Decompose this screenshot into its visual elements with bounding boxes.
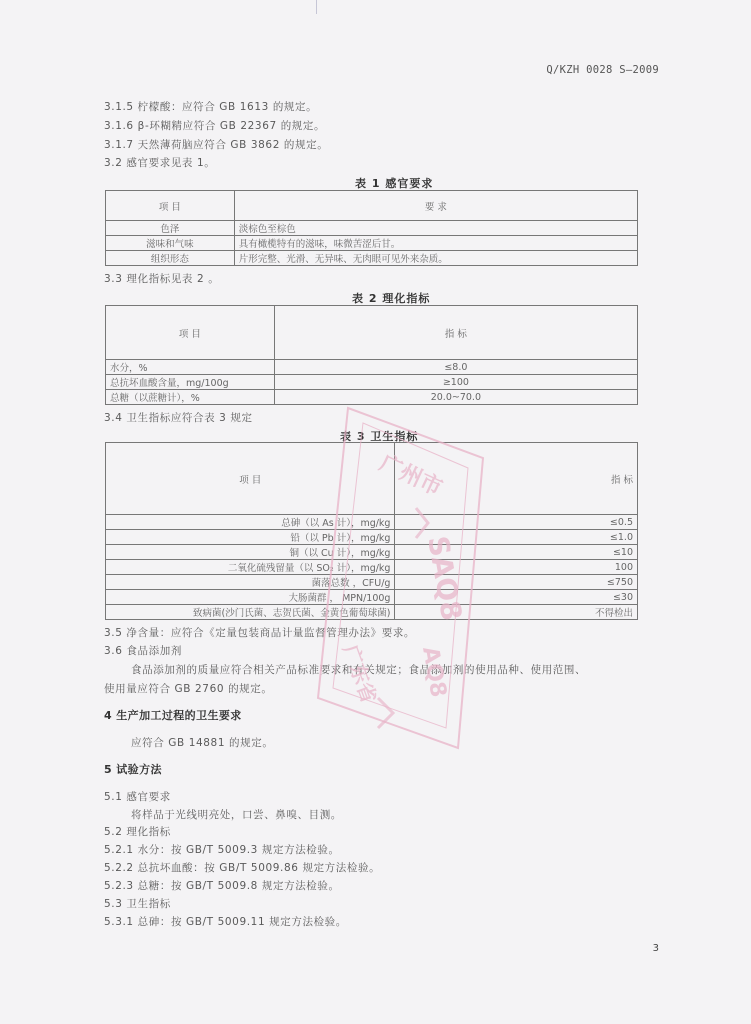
clause-3-5: 3.5 净含量：应符合《定量包装商品计量监督管理办法》要求。 — [104, 627, 416, 639]
section-5-heading: 5 试验方法 — [104, 763, 162, 776]
table-cell: ≤10 — [395, 545, 638, 560]
clause-3-2: 3.2 感官要求见表 1。 — [104, 157, 216, 169]
table-header-row — [106, 443, 638, 515]
table-row — [106, 515, 638, 530]
clause-3-1-5: 3.1.5 柠檬酸：应符合 GB 1613 的规定。 — [104, 101, 318, 113]
table-cell: 总糖（以蔗糖计），% — [106, 390, 275, 405]
table-cell: ≤750 — [395, 575, 638, 590]
table-cell: 二氧化硫残留量（以 SO₂ 计），mg/kg — [106, 560, 395, 575]
table-header-cell: 指 标 — [274, 306, 637, 360]
clause-3-3: 3.3 理化指标见表 2 。 — [104, 273, 220, 285]
table-hygiene — [105, 442, 638, 620]
clause-3-6-text-2: 使用量应符合 GB 2760 的规定。 — [104, 683, 273, 695]
table-row — [106, 390, 638, 405]
table-header-row — [106, 191, 638, 221]
table-cell: ≤0.5 — [395, 515, 638, 530]
table-cell: ≤8.0 — [274, 360, 637, 375]
clause-5-2-1: 5.2.1 水分：按 GB/T 5009.3 规定方法检验。 — [104, 844, 340, 856]
table-row — [106, 251, 638, 266]
clause-5-2: 5.2 理化指标 — [104, 826, 171, 838]
table-cell: 铅（以 Pb 计），mg/kg — [106, 530, 395, 545]
table-row — [106, 221, 638, 236]
table-cell: 铜（以 Cu 计），mg/kg — [106, 545, 395, 560]
clause-5-3: 5.3 卫生指标 — [104, 898, 171, 910]
table-cell: 滋味和气味 — [106, 236, 235, 251]
table-row — [106, 360, 638, 375]
table-cell: 大肠菌群 ， MPN/100g — [106, 590, 395, 605]
clause-3-6: 3.6 食品添加剂 — [104, 645, 182, 657]
table-row — [106, 375, 638, 390]
table-header-cell: 项 目 — [106, 443, 395, 515]
table-cell: 片形完整、光滑、无异味、无肉眼可见外来杂质。 — [234, 251, 637, 266]
clause-5-2-2: 5.2.2 总抗坏血酸：按 GB/T 5009.86 规定方法检验。 — [104, 862, 381, 874]
table-cell: 具有橄榄特有的滋味，味微苦涩后甘。 — [234, 236, 637, 251]
clause-5-1: 5.1 感官要求 — [104, 791, 171, 803]
scan-mark — [316, 0, 317, 14]
table-row — [106, 236, 638, 251]
table-cell: 20.0~70.0 — [274, 390, 637, 405]
svg-text:AQ8: AQ8 — [417, 644, 451, 700]
section-4-text: 应符合 GB 14881 的规定。 — [131, 737, 274, 749]
clause-3-6-text-1: 食品添加剂的质量应符合相关产品标准要求和有关规定；食品添加剂的使用品种、使用范围、 — [131, 664, 587, 676]
table-cell: 组织形态 — [106, 251, 235, 266]
table1-caption: 表 1 感官要求 — [355, 177, 434, 190]
svg-text:SAQ8: SAQ8 — [421, 533, 469, 624]
table-row — [106, 575, 638, 590]
table-header-row — [106, 306, 638, 360]
table-cell: ≤1.0 — [395, 530, 638, 545]
table3-caption: 表 3 卫生指标 — [340, 430, 419, 443]
table-cell: ≤30 — [395, 590, 638, 605]
table2-caption: 表 2 理化指标 — [352, 292, 431, 305]
svg-text:广东省: 广东省 — [338, 641, 382, 707]
table-header-cell: 项 目 — [106, 191, 235, 221]
table-header-cell: 要 求 — [234, 191, 637, 221]
clause-5-2-3: 5.2.3 总糖：按 GB/T 5009.8 规定方法检验。 — [104, 880, 340, 892]
table-cell: 致病菌(沙门氏菌、志贺氏菌、金黄色葡萄球菌) — [106, 605, 395, 620]
clause-5-3-1: 5.3.1 总砷：按 GB/T 5009.11 规定方法检验。 — [104, 916, 347, 928]
clause-3-4: 3.4 卫生指标应符合表 3 规定 — [104, 412, 253, 424]
table-row — [106, 545, 638, 560]
clause-3-1-7: 3.1.7 天然薄荷脑应符合 GB 3862 的规定。 — [104, 139, 329, 151]
table-cell: 淡棕色至棕色 — [234, 221, 637, 236]
svg-text:广州市: 广州市 — [375, 450, 446, 502]
table-header-cell: 项 目 — [106, 306, 275, 360]
table-row — [106, 605, 638, 620]
section-4-heading: 4 生产加工过程的卫生要求 — [104, 709, 242, 722]
table-cell: 菌落总数 ，CFU/g — [106, 575, 395, 590]
page-number: 3 — [652, 943, 659, 954]
clause-5-1-text: 将样品于光线明亮处，口尝、鼻嗅、目测。 — [131, 809, 342, 821]
table-row — [106, 530, 638, 545]
standard-number: Q/KZH 0028 S—2009 — [546, 64, 659, 76]
table-row — [106, 560, 638, 575]
table-cell: 水分，% — [106, 360, 275, 375]
table-header-cell: 指 标 — [395, 443, 638, 515]
clause-3-1-6: 3.1.6 β-环糊精应符合 GB 22367 的规定。 — [104, 120, 326, 132]
table-cell: 总抗坏血酸含量，mg/100g — [106, 375, 275, 390]
table-sensory — [105, 190, 638, 266]
table-cell: 100 — [395, 560, 638, 575]
table-cell: ≥100 — [274, 375, 637, 390]
table-cell: 总砷（以 As 计），mg/kg — [106, 515, 395, 530]
table-physicochemical — [105, 305, 638, 405]
table-cell: 不得检出 — [395, 605, 638, 620]
table-cell: 色泽 — [106, 221, 235, 236]
table-row — [106, 590, 638, 605]
